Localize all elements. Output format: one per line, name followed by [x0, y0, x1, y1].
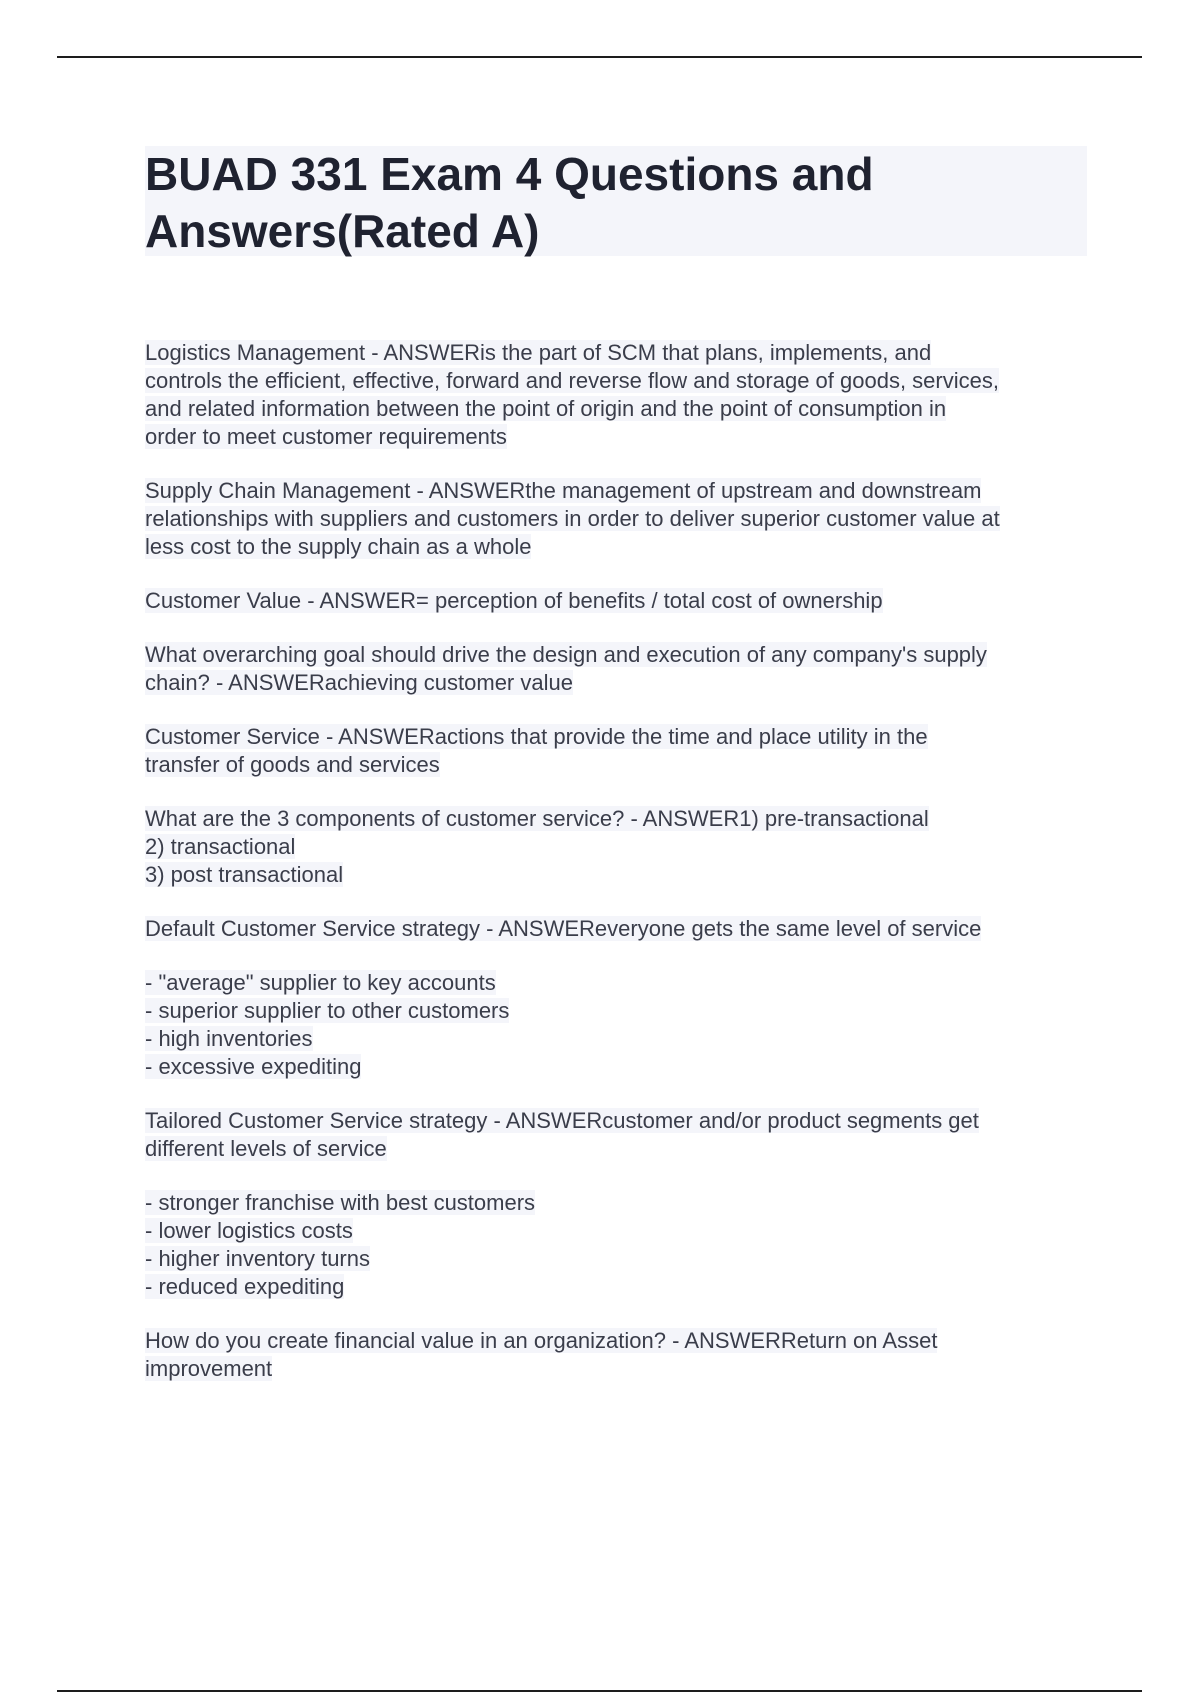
qa-line: How do you create financial value in an organization? - ANSWERReturn on Asset	[145, 1328, 938, 1353]
qa-block-customer-value	[145, 587, 1087, 615]
list-item: - stronger franchise with best customers	[145, 1190, 536, 1215]
qa-block-service-components	[145, 805, 1087, 889]
qa-line: less cost to the supply chain as a whole	[145, 534, 532, 559]
qa-block-logistics-management	[145, 339, 1087, 451]
qa-line: Customer Value - ANSWER= perception of benefits / total cost of ownership	[145, 588, 883, 613]
qa-line: relationships with suppliers and customers in order to deliver superior customer value at	[145, 506, 1000, 531]
qa-line: transfer of goods and services	[145, 752, 440, 777]
qa-block-tailored-strategy	[145, 1107, 1087, 1163]
title-line: Answers(Rated A)	[145, 205, 540, 257]
qa-block-overarching-goal	[145, 641, 1087, 697]
qa-line: chain? - ANSWERachieving customer value	[145, 670, 573, 695]
qa-line: What overarching goal should drive the design and execution of any company's supply	[145, 642, 987, 667]
list-item: - "average" supplier to key accounts	[145, 970, 496, 995]
page-title	[145, 146, 1087, 260]
list-item: - lower logistics costs	[145, 1218, 353, 1243]
qa-line: 3) post transactional	[145, 862, 344, 887]
list-item: - high inventories	[145, 1026, 313, 1051]
list-item: - excessive expediting	[145, 1054, 362, 1079]
list-item: - reduced expediting	[145, 1274, 345, 1299]
title-line: BUAD 331 Exam 4 Questions and	[145, 148, 874, 200]
qa-block-default-strategy	[145, 915, 1087, 943]
qa-line: different levels of service	[145, 1136, 387, 1161]
qa-line: improvement	[145, 1356, 273, 1381]
qa-line: What are the 3 components of customer service? - ANSWER1) pre-transactional	[145, 806, 929, 831]
qa-line: Customer Service - ANSWERactions that provide the time and place utility in the	[145, 724, 928, 749]
top-rule	[57, 56, 1142, 58]
qa-line: order to meet customer requirements	[145, 424, 507, 449]
qa-line: Default Customer Service strategy - ANSWEReveryone gets the same level of service	[145, 916, 982, 941]
qa-block-default-strategy-list	[145, 969, 1087, 1081]
qa-line: 2) transactional	[145, 834, 296, 859]
list-item: - higher inventory turns	[145, 1246, 370, 1271]
qa-content	[145, 339, 1087, 1409]
qa-line: Supply Chain Management - ANSWERthe management of upstream and downstream	[145, 478, 982, 503]
qa-line: controls the efficient, effective, forward and reverse flow and storage of goods, services,	[145, 368, 999, 393]
qa-block-tailored-strategy-list	[145, 1189, 1087, 1301]
qa-line: Logistics Management - ANSWERis the part of SCM that plans, implements, and	[145, 340, 932, 365]
qa-line: and related information between the point of origin and the point of consumption in	[145, 396, 947, 421]
qa-line: Tailored Customer Service strategy - ANSWERcustomer and/or product segments get	[145, 1108, 979, 1133]
qa-block-supply-chain-management	[145, 477, 1087, 561]
qa-block-customer-service	[145, 723, 1087, 779]
qa-block-financial-value	[145, 1327, 1087, 1383]
list-item: - superior supplier to other customers	[145, 998, 510, 1023]
bottom-rule	[57, 1690, 1142, 1692]
